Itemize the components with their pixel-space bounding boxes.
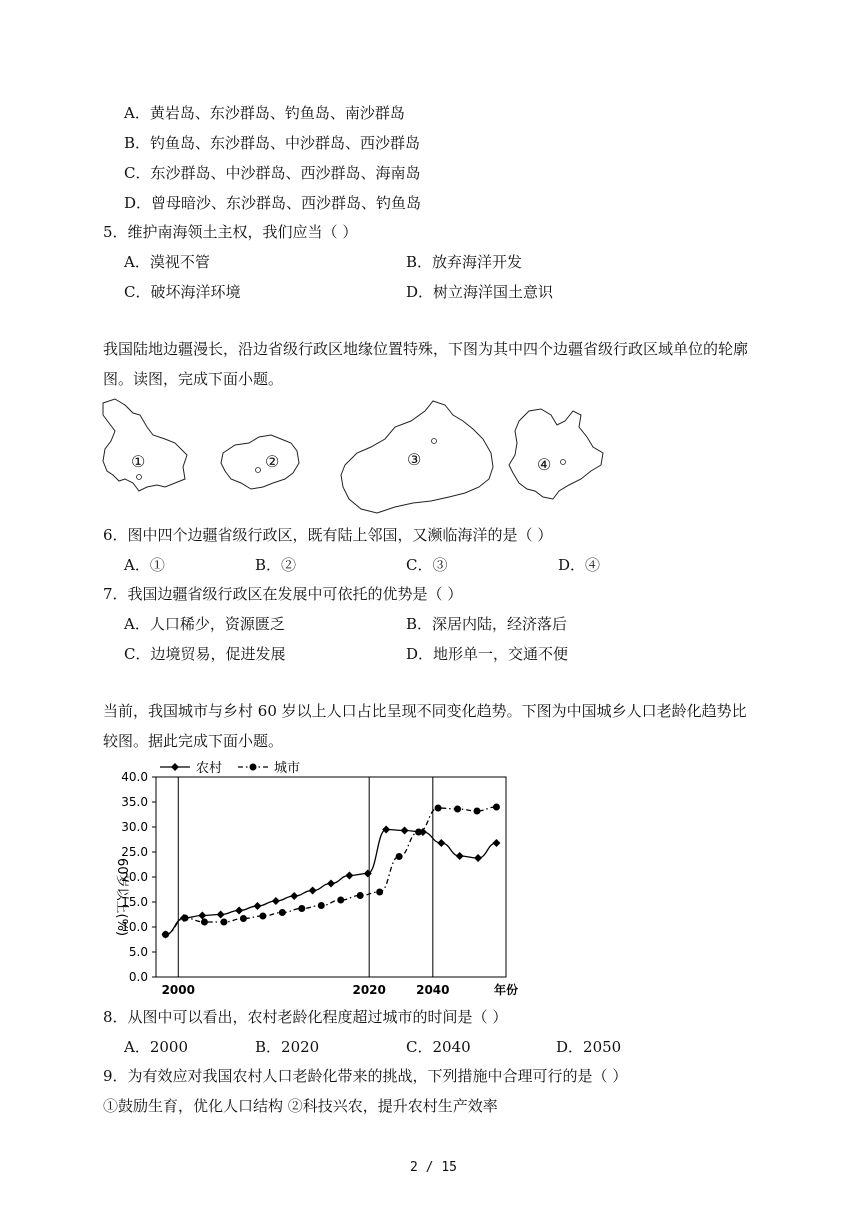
map-label-4: ④ [537,455,552,474]
q9-line2: ①鼓励生育，优化人口结构 ②科技兴农，提升农村生产效率 [103,1097,498,1115]
q5-option-d: D．树立海洋国土意识 [406,283,554,301]
passage1-line1: 我国陆地边疆漫长，沿边省级行政区地缘位置特殊，下图为其中四个边疆省级行政区域单位的轮廓 [103,340,749,358]
rural-data-point [290,892,298,900]
rural-data-point [309,887,317,895]
map-label-3: ③ [407,450,422,469]
urban-data-point [337,897,344,904]
q4-option-a: A．黄岩岛、东沙群岛、钓鱼岛、南沙群岛 [124,104,405,122]
rural-data-point [382,826,390,834]
province-outline-4 [509,409,603,499]
urban-data-point [240,915,247,922]
urban-data-point [396,853,403,860]
q6-option-b: B．② [255,556,297,574]
q8-option-d: D．2050 [556,1038,622,1056]
rural-data-point [345,872,353,880]
q8-option-a: A．2000 [124,1038,189,1056]
chart-legend [160,760,300,776]
urban-data-point [318,902,325,909]
q7-option-a: A．人口稀少，资源匮乏 [124,615,285,633]
y-tick-label: 10.0 [121,920,148,934]
legend-urban-label: 城市 [274,761,301,776]
province-outline-1 [103,399,187,491]
q7-option-d: D．地形单一，交通不便 [406,645,569,663]
map-label-2: ② [265,452,280,471]
legend-rural-marker [171,763,179,771]
y-tick-label: 35.0 [121,795,148,809]
legend-urban-marker [250,764,257,771]
rural-data-point [474,854,482,862]
passage2-line1: 当前，我国城市与乡村 60 岁以上人口占比呈现不同变化趋势。下图为中国城乡人口老龄化趋势比 [103,702,747,720]
y-axis-label: 60岁以上(%) [114,857,129,937]
q7-option-c: C．边境贸易，促进发展 [124,645,286,663]
urban-data-point [435,805,442,812]
q8-option-b: B．2020 [255,1038,320,1056]
map-label-1: ① [131,452,146,471]
province-outline-2 [221,435,299,489]
q5-stem: 5．维护南海领土主权，我们应当（ ） [103,223,358,241]
urban-data-point [201,919,208,926]
q5-option-b: B．放弃海洋开发 [406,253,523,271]
urban-data-point [259,913,266,920]
rural-data-point [253,902,261,910]
x-tick-label: 年份 [493,983,519,997]
chart-axes [114,770,518,997]
q8-option-c: C．2040 [406,1038,471,1056]
rural-data-point [456,852,464,860]
page-number: 2 / 15 [410,1160,457,1175]
y-tick-label: 0.0 [128,970,148,984]
q4-option-d: D．曾母暗沙、东沙群岛、西沙群岛、钓鱼岛 [124,194,422,212]
rural-data-point [364,870,372,878]
q9-stem: 9．为有效应对我国农村人口老龄化带来的挑战，下列措施中合理可行的是（ ） [103,1067,628,1085]
rural-data-point [327,880,335,888]
y-tick-label: 5.0 [128,945,148,959]
urban-data-point [162,931,169,938]
y-tick-label: 20.0 [121,870,148,884]
rural-data-point [235,907,243,915]
passage1-line2: 图。读图，完成下面小题。 [103,370,284,388]
urban-data-point [454,806,461,813]
plot-frame [156,777,506,977]
q4-option-b: B．钓鱼岛、东沙群岛、中沙群岛、西沙群岛 [124,134,421,152]
urban-data-point [279,909,286,916]
x-tick-label: 2040 [416,983,450,997]
y-tick-label: 25.0 [121,845,148,859]
y-tick-label: 30.0 [121,820,148,834]
rural-data-point [272,897,280,905]
rural-data-point [437,839,445,847]
urban-data-point [473,808,480,815]
q6-option-c: C．③ [406,556,448,574]
rural-data-point [217,911,225,919]
q6-option-a: A．① [124,556,165,574]
q8-stem: 8．从图中可以看出，农村老龄化程度超过城市的时间是（ ） [103,1008,508,1026]
x-tick-label: 2020 [352,983,386,997]
urban-data-point [376,889,383,896]
x-tick-label: 2000 [161,983,195,997]
urban-data-point [298,905,305,912]
q7-option-b: B．深居内陆，经济落后 [406,615,568,633]
q5-option-c: C．破坏海洋环境 [124,283,241,301]
rural-data-point [198,912,206,920]
urban-data-point [493,804,500,811]
q6-option-d: D．④ [558,556,601,574]
series-line-urban [166,807,497,935]
q6-stem: 6．图中四个边疆省级行政区，既有陆上邻国，又濒临海洋的是（ ） [103,526,553,544]
q7-stem: 7．我国边疆省级行政区在发展中可依托的优势是（ ） [103,585,463,603]
urban-data-point [220,919,227,926]
rural-data-point [492,839,500,847]
rural-data-point [401,827,409,835]
y-tick-label: 15.0 [121,895,148,909]
q4-option-c: C．东沙群岛、中沙群岛、西沙群岛、海南岛 [124,164,421,182]
urban-data-point [415,829,422,836]
passage2-line2: 较图。据此完成下面小题。 [103,732,284,750]
y-tick-label: 40.0 [121,770,148,784]
chart-series [162,804,501,939]
legend-rural-label: 农村 [196,761,223,776]
urban-data-point [357,892,364,899]
urban-data-point [182,915,189,922]
aging-trend-chart [110,755,530,1000]
q5-option-a: A．漠视不管 [124,253,210,271]
